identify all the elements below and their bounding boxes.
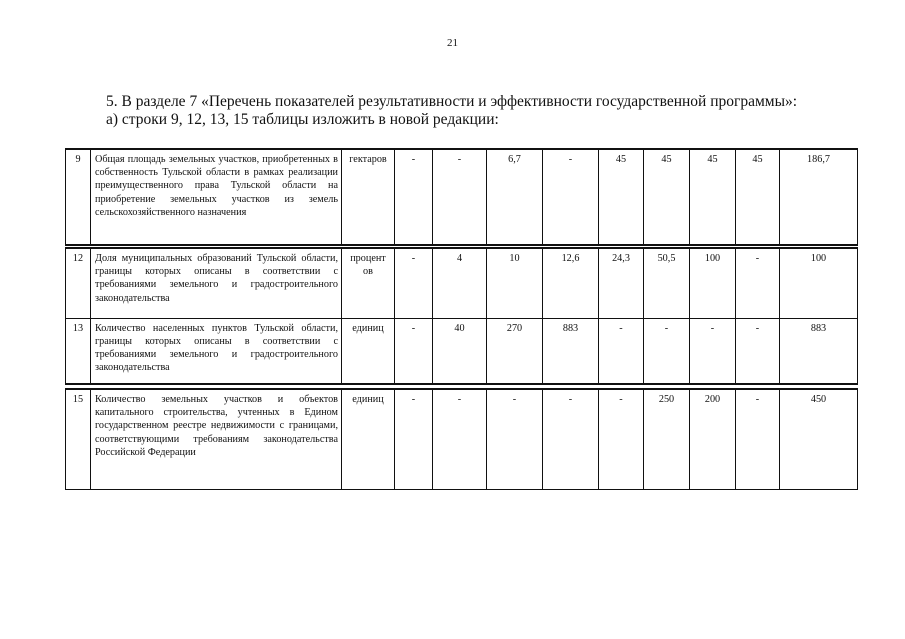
value-cell: 6,7: [487, 149, 543, 245]
indicator-name: Количество земельных участков и объектов капитального строительства, учтенных в Едином государственном реестре недвижимости с границами, соответствующими требованиям законодательства Российской Федерации: [91, 389, 342, 489]
value-cell: 100: [780, 248, 858, 318]
value-cell: -: [736, 248, 780, 318]
value-cell: 45: [690, 149, 736, 245]
value-cell: 12,6: [543, 248, 599, 318]
row-number: 9: [66, 149, 91, 245]
unit-cell: единиц: [342, 389, 395, 489]
indicator-table-1: [65, 148, 857, 246]
value-cell: -: [433, 149, 487, 245]
value-cell: -: [644, 318, 690, 384]
value-cell: 100: [690, 248, 736, 318]
value-cell: 450: [780, 389, 858, 489]
value-cell: -: [599, 318, 644, 384]
value-cell: 45: [736, 149, 780, 245]
value-cell: 270: [487, 318, 543, 384]
indicator-name: Доля муниципальных образований Тульской области, границы которых описаны в соответствии с требованиями земельного и градостроительного законодательства: [91, 248, 342, 318]
value-cell: 50,5: [644, 248, 690, 318]
indicator-name: Общая площадь земельных участков, приобретенных в собственность Тульской области в рамках реализации преимущественного права Тульской области на приобретение земельных участков из земель сельскохозяйственного назначения: [91, 149, 342, 245]
indicator-table-2: [65, 247, 857, 385]
value-cell: -: [543, 389, 599, 489]
value-cell: -: [433, 389, 487, 489]
value-cell: 40: [433, 318, 487, 384]
value-cell: -: [736, 318, 780, 384]
value-cell: 883: [543, 318, 599, 384]
value-cell: 4: [433, 248, 487, 318]
value-cell: -: [599, 389, 644, 489]
value-cell: 200: [690, 389, 736, 489]
table-row: [66, 389, 858, 489]
table-row: [66, 318, 858, 384]
value-cell: 10: [487, 248, 543, 318]
value-cell: -: [543, 149, 599, 245]
row-number: 15: [66, 389, 91, 489]
value-cell: -: [736, 389, 780, 489]
value-cell: -: [487, 389, 543, 489]
value-cell: 883: [780, 318, 858, 384]
value-cell: 45: [599, 149, 644, 245]
value-cell: 186,7: [780, 149, 858, 245]
intro-line-1: 5. В разделе 7 «Перечень показателей результативности и эффективности государственной программы»:: [106, 93, 798, 110]
value-cell: 24,3: [599, 248, 644, 318]
unit-cell: гектаров: [342, 149, 395, 245]
unit-cell: процент ов: [342, 248, 395, 318]
row-number: 13: [66, 318, 91, 384]
row-number: 12: [66, 248, 91, 318]
value-cell: -: [395, 149, 433, 245]
table-row: [66, 248, 858, 318]
unit-cell: единиц: [342, 318, 395, 384]
value-cell: 250: [644, 389, 690, 489]
indicator-table-3: [65, 388, 857, 490]
intro-text: [106, 93, 797, 129]
page-number: 21: [447, 37, 458, 49]
table-row: [66, 149, 858, 245]
indicator-name: Количество населенных пунктов Тульской области, границы которых описаны в соответствии с требованиями земельного и градостроительного законодательства: [91, 318, 342, 384]
value-cell: -: [395, 389, 433, 489]
value-cell: -: [395, 318, 433, 384]
value-cell: -: [690, 318, 736, 384]
intro-line-2: а) строки 9, 12, 13, 15 таблицы изложить в новой редакции:: [106, 111, 499, 128]
value-cell: -: [395, 248, 433, 318]
value-cell: 45: [644, 149, 690, 245]
